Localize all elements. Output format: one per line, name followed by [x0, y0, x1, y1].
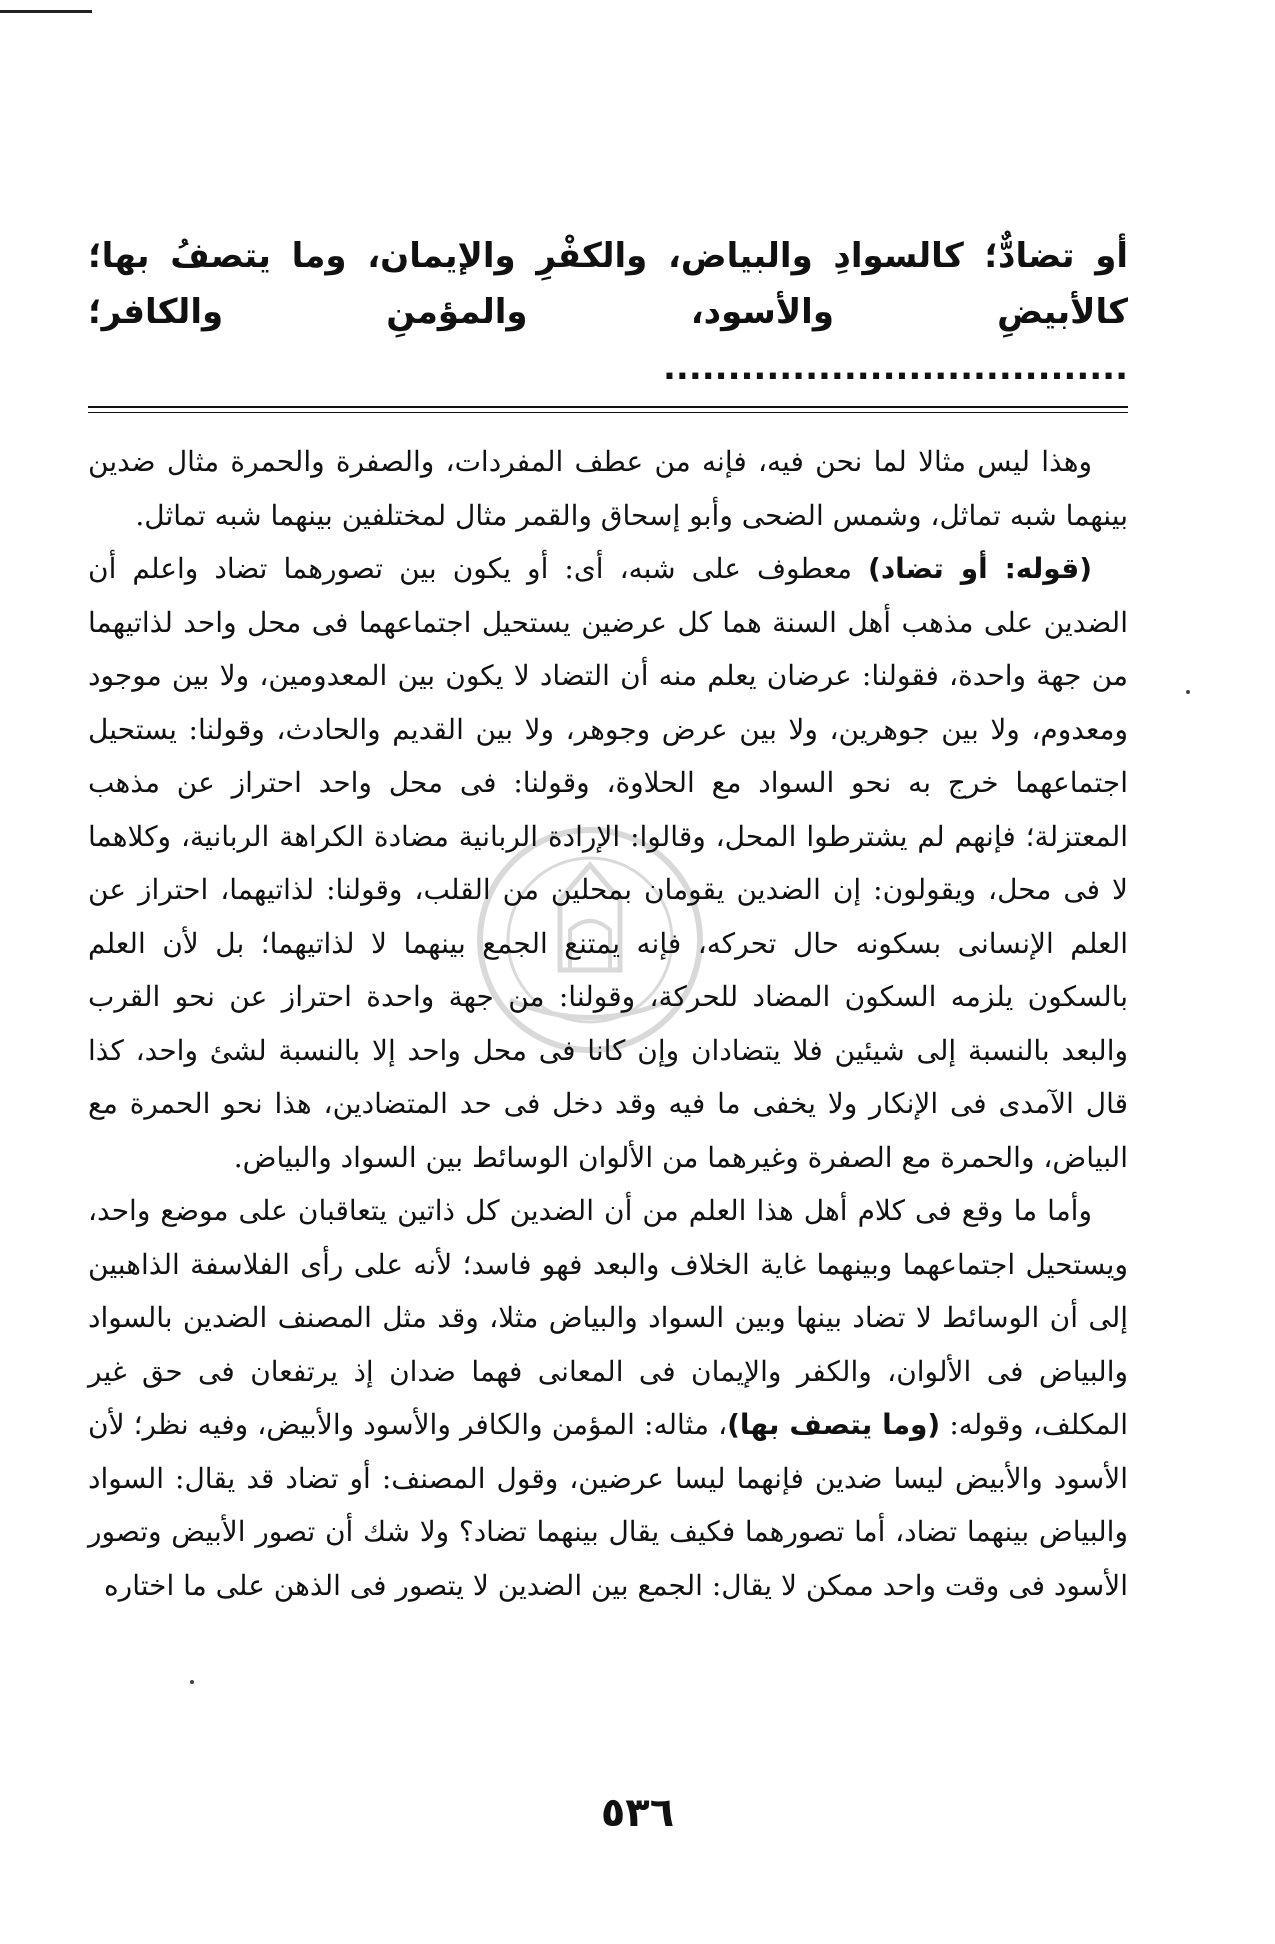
paragraph-text-continued: ، مثاله: المؤمن والكافر والأسود والأبيض، وفيه نظر؛ لأن الأسود والأبيض ليسا ضدين فإنهما ليسا عرضين، وقول المصنف: أو تضاد قد يقال: السواد والبياض بينهما تضاد، أما تصورهما فكيف يقال بينهما تضاد؟ ولا شك أن تصور الأبيض وتصور الأسود فى وقت واحد ممكن لا يقال: الجمع بين الضدين لا يتصور فى الذهن على ما اختاره: [88, 1408, 1128, 1602]
paragraph-text: وهذا ليس مثالا لما نحن فيه، فإنه من عطف المفردات، والصفرة والحمرة مثال ضدين بينهما شبه تماثل، وشمس الضحى وأبو إسحاق والقمر مثال لمختلفين بينهما شبه تماثل.: [88, 445, 1128, 532]
divider-thick: [88, 406, 1128, 408]
quoted-lemma: (قوله: أو تضاد): [868, 552, 1092, 585]
matn-text: أو تضادٌّ؛ كالسوادِ والبياض، والكفْرِ والإيمان، وما يتصفُ بها؛ كالأبيضِ والأسود، والمؤمنِ والكافر؛: [88, 236, 1128, 332]
page-body: [88, 228, 1128, 1612]
quoted-lemma: (وما يتصف بها): [727, 1408, 941, 1441]
commentary-paragraph-2: [88, 542, 1128, 1184]
paragraph-text: وأما ما وقع فى كلام أهل هذا العلم من أن الضدين كل ذاتين يتعاقبان على موضع واحد، ويستحيل اجتماعهما وبينهما غاية الخلاف والبعد فهو فاسد؛ لأنه على رأى الفلاسفة الذاهبين إلى أن الوسائط لا تضاد بينها وبين السواد والبياض مثلا، وقد مثل المصنف الضدين بالسواد والبياض فى الألوان، والكفر والإيمان فى المعانى فهما ضدان إذ يرتفعان فى حق غير المكلف، وقوله:: [88, 1194, 1129, 1441]
paragraph-text: معطوف على شبه، أى: أو يكون بين تصورهما تضاد واعلم أن الضدين على مذهب أهل السنة هما كل عرضين يستحيل اجتماعهما فى محل واحد لذاتيهما من جهة واحدة، فقولنا: عرضان يعلم منه أن التضاد لا يكون بين المعدومين، ولا بين موجود ومعدوم، ولا بين جوهرين، ولا بين عرض وجوهر، ولا بين القديم والحادث، وقولنا: يستحيل اجتماعهما خرج به نحو السواد مع الحلاوة، وقولنا: فى محل واحد احتراز عن مذهب المعتزلة؛ فإنهم لم يشترطوا المحل، وقالوا: الإرادة الربانية مضادة الكراهة الربانية، وكلاهما لا فى محل، ويقولون: إن الضدين يقومان بمحلين من القلب، وقولنا: لذاتيهما، احتراز عن العلم الإنسانى بسكونه حال تحركه، فإنه يمتنع الجمع بينهما لا لذاتيهما؛ بل لأن العلم بالسكون يلزمه السكون المضاد للحركة، وقولنا: من جهة واحدة احتراز عن نحو القرب والبعد بالنسبة إلى شيئين فلا يتضادان وإن كانا فى محل واحد إلا بالنسبة لشئ واحد، كذا قال الآمدى فى الإنكار ولا يخفى ما فيه وقد دخل فى حد المتضادين، هذا نحو الحمرة مع البياض، والحمرة مع الصفرة وغيرهما من الألوان الوسائط بين السواد والبياض.: [88, 552, 1128, 1174]
page-number: ٥٣٦: [600, 1790, 675, 1836]
commentary-paragraph-3: [88, 1184, 1128, 1612]
matn-dots: ....................................: [663, 348, 1128, 388]
matn-heading: [88, 228, 1128, 396]
commentary-paragraph-1: [88, 435, 1128, 542]
divider-thin: [88, 412, 1128, 413]
scan-corner-mark: [0, 10, 92, 13]
scan-speck: [1186, 690, 1190, 694]
scan-speck: [190, 1680, 194, 1684]
